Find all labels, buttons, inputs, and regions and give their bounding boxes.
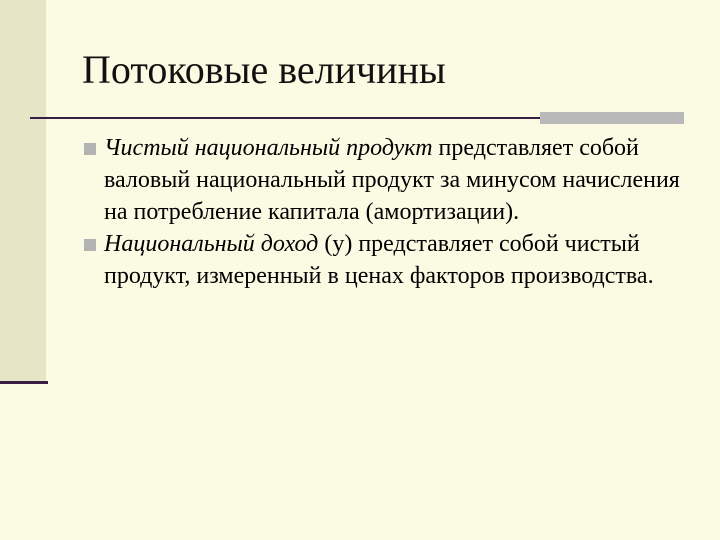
bullet-list — [84, 132, 704, 292]
bullet-item-net-national-product — [84, 132, 704, 228]
bullet-term: Чистый национальный продукт — [104, 135, 433, 161]
square-bullet-icon — [84, 239, 96, 251]
title-accent-bar — [540, 112, 684, 124]
left-bar-divider — [0, 381, 48, 384]
bullet-item-national-income — [84, 228, 704, 292]
slide-title: Потоковые величины — [82, 47, 446, 92]
bullet-term: Национальный доход — [104, 231, 319, 257]
square-bullet-icon — [84, 143, 96, 155]
bullet-text: (у) представляет собой чистый продукт, измеренный в ценах факторов производства. — [104, 231, 654, 289]
bullet-text: представляет собой валовый национальный продукт за минусом начисления на потребление капитала (амортизации). — [104, 135, 680, 225]
left-decorative-bar — [0, 0, 46, 383]
